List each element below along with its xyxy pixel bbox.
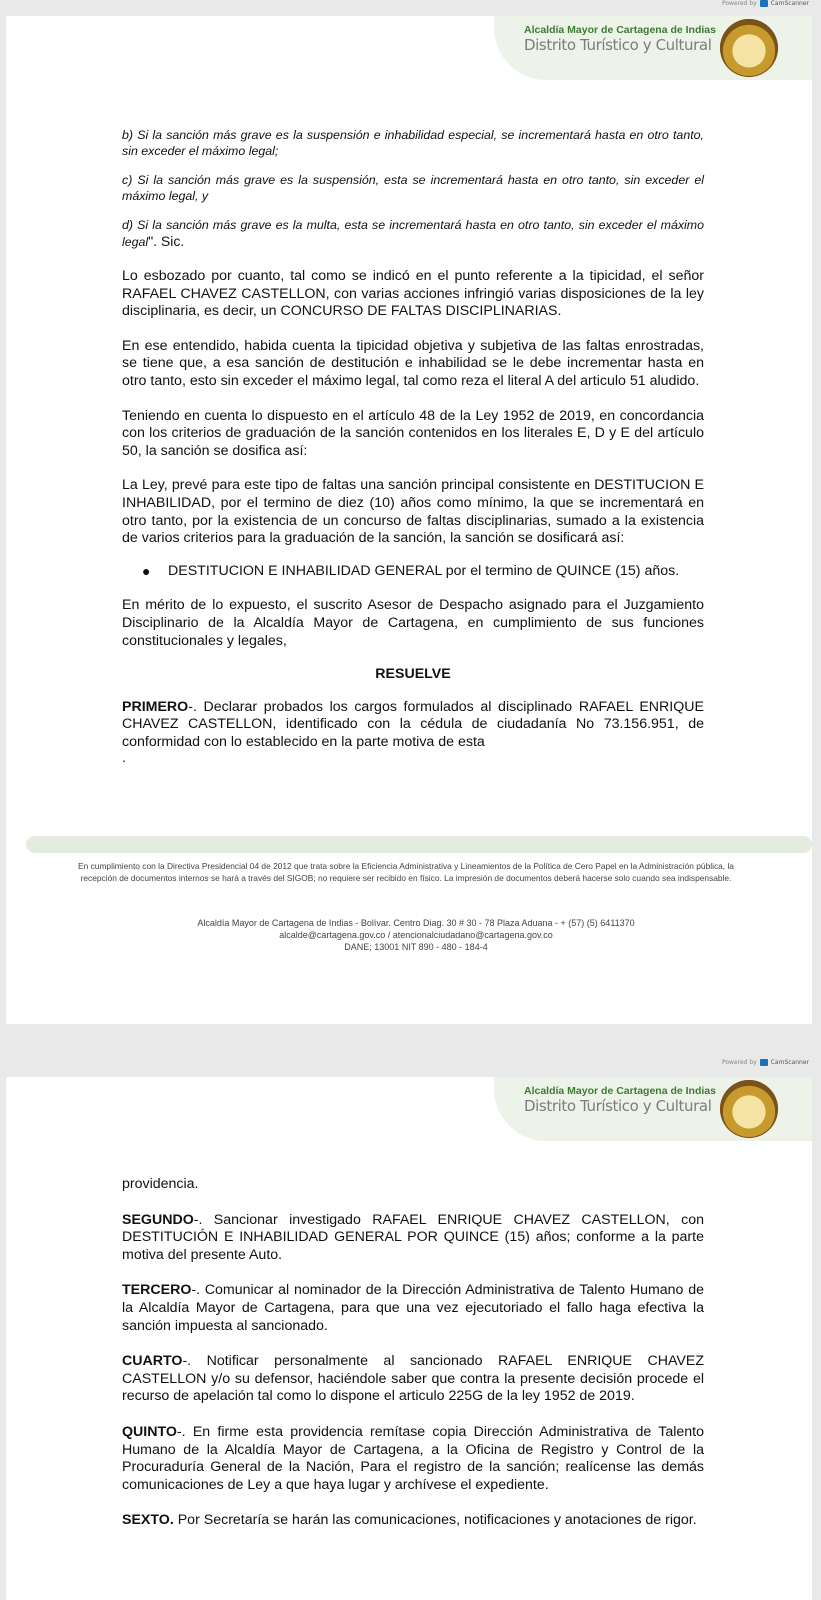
- powered-label-2: Powered by: [721, 1059, 757, 1066]
- paragraph-providencia: providencia.: [122, 1176, 199, 1192]
- primero-paragraph: [122, 699, 704, 752]
- page-header-2: [494, 1077, 812, 1141]
- document-page-1: [6, 16, 812, 1024]
- paragraph-2: En ese entendido, habida cuenta la tipicidad objetiva y subjetiva de las faltas enrostradas, se tiene que, a esa sanción de destitución e inhabilidad se le debe incrementar hasta en otro tanto, esto sin exceder el máximo legal, tal como reza el literal A del articulo 51 aludido.: [122, 337, 704, 389]
- camscanner-brand-2: CamScanner: [770, 1059, 809, 1066]
- paragraph-1: Lo esbozado por cuanto, tal como se indicó en el punto referente a la tipicidad, el señor RAFAEL CHAVEZ CASTELLON, con varias acciones infringió varias disposiciones de la ley disciplinaria, es decir, un CONCURSO DE FALTAS DISCIPLINARIAS.: [122, 268, 704, 320]
- camscanner-watermark: [722, 0, 809, 7]
- document-page-2: [6, 1077, 812, 1600]
- footer-band: [26, 836, 812, 853]
- quinto-text: -. En firme esta providencia remítase copia Dirección Administrativa de Talento Humano de la Alcaldía Mayor de Cartagena, a la Oficina de Registro y Control de la Procuraduría General de la Nación, Para el registro de la sanción; realícense las demás comunicaciones de Ley a que haya lugar y archívese el expediente.: [122, 1423, 704, 1493]
- header-subtitle: Distrito Turístico y Cultural: [524, 36, 712, 54]
- paragraph-5: En mérito de lo expuesto, el suscrito Asesor de Despacho asignado para el Juzgamiento Disciplinario de la Alcaldía Mayor de Cartagena, en cumplimiento de sus funciones constitucionales y legales,: [122, 597, 704, 649]
- bullet-text: DESTITUCION E INHABILIDAD GENERAL por el termino de QUINCE (15) años.: [168, 562, 680, 579]
- segundo-paragraph: [122, 1212, 704, 1265]
- powered-label: Powered by: [721, 0, 757, 7]
- sexto-text: Por Secretaría se harán las comunicaciones, notificaciones y anotaciones de rigor.: [173, 1512, 697, 1529]
- page2-body: [122, 1176, 704, 1530]
- cuarto-text: -. Notificar personalmente al sancionado RAFAEL ENRIQUE CHAVEZ CASTELLON y/o su defensor, haciéndole saber que contra la presente decisión procede el recurso de apelación tal como lo dispone el articulo 225G de la ley 1952 de 2019.: [122, 1353, 704, 1405]
- paragraph-d-tail: ". Sic.: [148, 232, 185, 249]
- paragraph-b: b) Si la sanción más grave es la suspensión e inhabilidad especial, se incrementará hasta en otro tanto, sin exceder el máximo legal;: [122, 128, 704, 158]
- cuarto-label: CUARTO: [122, 1353, 183, 1370]
- footer-address: Alcaldía Mayor de Cartagena de Indias - Bolívar. Centro Diag. 30 # 30 - 78 Plaza Aduana - + (57) (5) 6411370: [197, 918, 635, 928]
- header-title: Alcaldía Mayor de Cartagena de Indias: [524, 24, 716, 36]
- paragraph-4: La Ley, prevé para este tipo de faltas una sanción principal consistente en DESTITUCION E INHABILIDAD, por el termino de diez (10) años como mínimo, la que se incrementará en otro tanto, por la existencia de un concurso de faltas disciplinarias, sumado a la existencia de varios criterios para la graduación de la sanción, la sanción se dosificará así:: [122, 477, 704, 547]
- segundo-label: SEGUNDO: [122, 1211, 194, 1228]
- paragraph-d: [122, 218, 704, 250]
- segundo-text: -. Sancionar investigado RAFAEL ENRIQUE CHAVEZ CASTELLON, con DESTITUCIÓN E INHABILIDAD GENERAL POR QUINCE (15) años; conforme a la parte motiva del presente Auto.: [122, 1211, 704, 1263]
- sexto-paragraph: [122, 1512, 704, 1530]
- camscanner-logo-icon-2: [760, 1059, 768, 1066]
- tercero-text: -. Comunicar al nominador de la Dirección Administrativa de Talento Humano de la Alcaldía Mayor de Cartagena, para que una vez ejecutoriado el fallo haga efectiva la sanción impuesta al sancionado.: [122, 1282, 704, 1334]
- bullet-item: [122, 563, 704, 581]
- paragraph-c: c) Si la sanción más grave es la suspensión, esta se incrementará hasta en otro tanto, sin exceder el máximo legal, y: [122, 173, 704, 203]
- tercero-label: TERCERO: [122, 1282, 192, 1299]
- tercero-paragraph: [122, 1282, 704, 1335]
- trailing-dot: .: [122, 750, 126, 767]
- sexto-label: SEXTO.: [122, 1512, 174, 1529]
- city-seal-icon-2: [720, 1080, 778, 1138]
- header-subtitle-2: Distrito Turístico y Cultural: [524, 1097, 712, 1115]
- camscanner-logo-icon: [760, 0, 768, 7]
- camscanner-watermark-2: [722, 1059, 809, 1066]
- footer-note: En cumplimiento con la Directiva Presidencial 04 de 2012 que trata sobre la Eficiencia Administrativa y Lineamientos de la Política de Cero Papel en la Administración pública, la recepción de documentos internos se hará a través del SIGOB; no requiere ser recibido en físico. La impresión de documentos deberá hacerse solo cuando sea indispensable.: [78, 861, 734, 883]
- city-seal-icon: [720, 19, 778, 77]
- paragraph-3: Teniendo en cuenta lo dispuesto en el artículo 48 de la Ley 1952 de 2019, en concordancia con los criterios de graduación de la sanción contenidos en los literales E, D y E del artículo 50, la sanción se dosifica así:: [122, 407, 704, 459]
- quinto-label: QUINTO: [122, 1423, 177, 1440]
- footer-emails: alcalde@cartagena.gov.co / atencionalciudadano@cartagena.gov.co: [279, 930, 553, 940]
- header-title-2: Alcaldía Mayor de Cartagena de Indias: [524, 1085, 716, 1097]
- page1-body: [122, 128, 704, 765]
- resuelve-heading: RESUELVE: [375, 666, 451, 683]
- paragraph-d-text: d) Si la sanción más grave es la multa, esta se incrementará hasta en otro tanto, sin exceder el máximo legal: [122, 218, 704, 249]
- cuarto-paragraph: [122, 1353, 704, 1406]
- footer-dane: DANE; 13001 NIT 890 - 480 - 184-4: [344, 942, 488, 952]
- bullet-dot-icon: ●: [142, 562, 151, 579]
- primero-label: PRIMERO: [122, 698, 189, 715]
- quinto-paragraph: [122, 1424, 704, 1494]
- camscanner-brand: CamScanner: [770, 0, 809, 7]
- primero-text: -. Declarar probados los cargos formulados al disciplinado RAFAEL ENRIQUE CHAVEZ CASTELLON, identificado con la cédula de ciudadanía No 73.156.951, de conformidad con lo establecido en la parte motiva de esta: [122, 698, 704, 750]
- page-header: [494, 16, 812, 80]
